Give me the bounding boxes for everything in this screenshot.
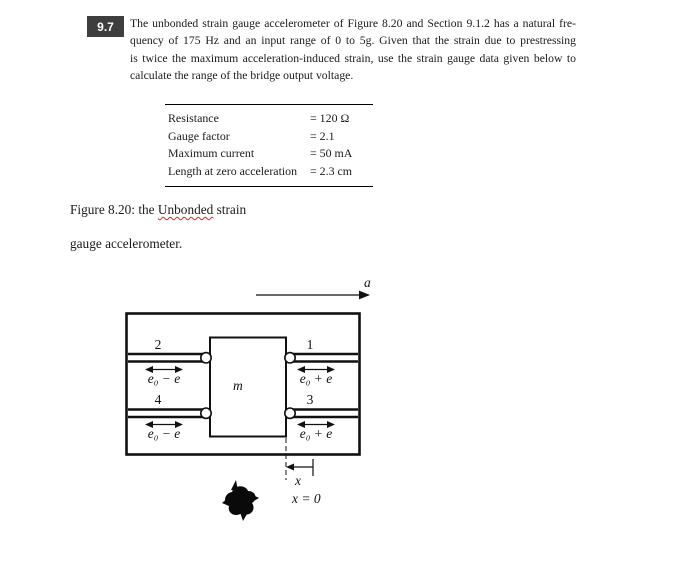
length-label: e₀ + e xyxy=(299,371,333,386)
mass-label: m xyxy=(233,378,243,393)
length-label: e₀ − e xyxy=(147,371,181,386)
gauge-number-2: 2 xyxy=(154,337,162,352)
length-label: e₀ + e xyxy=(299,426,333,441)
misspelled-word: Unbonded xyxy=(157,202,214,217)
length-label: e₀ − e xyxy=(147,426,181,441)
row-value: = 2.3 cm xyxy=(310,163,353,178)
row-label: Resistance xyxy=(168,111,219,125)
figure-caption-line2: gauge accelerometer. xyxy=(70,236,183,251)
row-value: = 2.1 xyxy=(310,128,335,143)
problem-text-line: The unbonded strain gauge accelerometer of Figure 8.20 and Section 9.1.2 has a natural fre- xyxy=(130,17,576,30)
acceleration-label: a xyxy=(364,275,371,290)
problem-text-line: is twice the maximum acceleration-induced strain, use the strain gauge data given below to xyxy=(130,51,576,65)
problem-text-line: calculate the range of the bridge output voltage. xyxy=(130,69,354,83)
gauge-number-4: 4 xyxy=(154,392,162,407)
row-label: Length at zero acceleration xyxy=(168,163,298,178)
caption-prefix: Figure 8.20: the xyxy=(70,202,158,217)
wire-pin xyxy=(285,408,295,418)
problem-number-badge: 9.7 xyxy=(87,16,124,37)
problem-text-line: quency of 175 Hz and an input range of 0 to 5g. Given that the strain due to prestressing xyxy=(130,34,576,48)
row-label: Gauge factor xyxy=(168,128,230,143)
ink-blot xyxy=(222,480,259,521)
zero-position-label: x = 0 xyxy=(292,491,321,506)
gauge-number-3: 3 xyxy=(306,392,314,407)
caption-suffix: strain xyxy=(213,202,247,217)
row-value: = 50 mA xyxy=(310,146,353,161)
acceleration-arrowhead-icon xyxy=(359,291,370,300)
seismic-mass xyxy=(210,338,286,437)
gauge-number-1: 1 xyxy=(306,337,314,352)
wire-pin xyxy=(201,353,211,363)
row-label: Maximum current xyxy=(168,146,255,161)
displacement-label: x xyxy=(295,473,301,488)
wire-pin xyxy=(285,353,295,363)
wire-pin xyxy=(201,408,211,418)
row-value: = 120 Ω xyxy=(310,111,350,125)
